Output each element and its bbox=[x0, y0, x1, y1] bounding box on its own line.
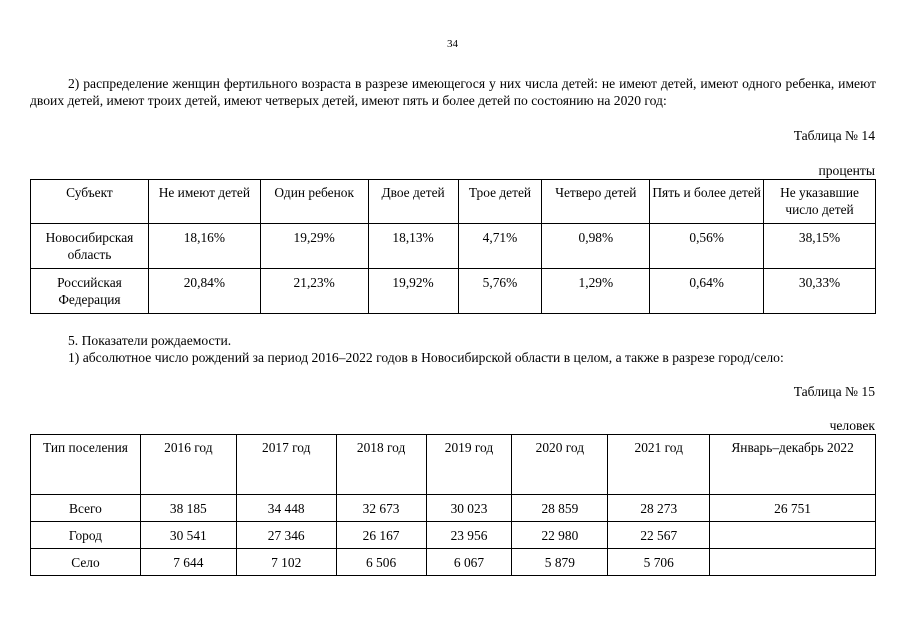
table-14-header-cell: Не имеют детей bbox=[148, 180, 260, 224]
table-cell: 30,33% bbox=[764, 269, 876, 314]
table-15-header-row bbox=[31, 435, 876, 495]
table-cell: 21,23% bbox=[260, 269, 368, 314]
table-cell: 28 859 bbox=[512, 495, 608, 522]
table-cell: 26 751 bbox=[710, 495, 876, 522]
table-cell: 5,76% bbox=[458, 269, 542, 314]
table-row bbox=[31, 224, 876, 269]
table-cell: Село bbox=[31, 549, 141, 576]
table-cell: Российская Федерация bbox=[31, 269, 149, 314]
table-cell: 30 541 bbox=[140, 522, 236, 549]
table-cell: 27 346 bbox=[236, 522, 336, 549]
table-cell: 18,13% bbox=[368, 224, 458, 269]
page-number: 34 bbox=[447, 38, 458, 50]
table-cell: 19,29% bbox=[260, 224, 368, 269]
table-15-header-cell: 2021 год bbox=[608, 435, 710, 495]
table-15-header-cell: 2018 год bbox=[336, 435, 426, 495]
table-cell: Новосибирская область bbox=[31, 224, 149, 269]
table-cell: 7 102 bbox=[236, 549, 336, 576]
table-cell: 18,16% bbox=[148, 224, 260, 269]
table-14-title: Таблица № 14 bbox=[793, 128, 875, 143]
table-15-header-cell: Тип поселения bbox=[31, 435, 141, 495]
paragraph-births-count: 1) абсолютное число рождений за период 2016–2022 годов в Новосибирской области в целом, а также в разрезе город/село: bbox=[68, 350, 784, 365]
table-row bbox=[31, 549, 876, 576]
table-row bbox=[31, 269, 876, 314]
table-cell bbox=[710, 549, 876, 576]
table-15-title: Таблица № 15 bbox=[793, 384, 875, 399]
table-cell: 26 167 bbox=[336, 522, 426, 549]
table-14-unit: проценты bbox=[818, 163, 875, 178]
table-15 bbox=[30, 434, 876, 576]
table-cell: 5 706 bbox=[608, 549, 710, 576]
table-15-header-cell: 2019 год bbox=[426, 435, 512, 495]
table-cell: 34 448 bbox=[236, 495, 336, 522]
table-cell: 0,56% bbox=[650, 224, 764, 269]
table-15-header-cell: 2017 год bbox=[236, 435, 336, 495]
table-15-header-cell: Январь–декабрь 2022 bbox=[710, 435, 876, 495]
table-15-header-cell: 2020 год bbox=[512, 435, 608, 495]
table-row bbox=[31, 522, 876, 549]
table-cell: 30 023 bbox=[426, 495, 512, 522]
table-cell: 4,71% bbox=[458, 224, 542, 269]
paragraph-fertility-distribution: 2) распределение женщин фертильного возраста в разрезе имеющегося у них числа детей: не имеют детей, имеют одного ребенка, имеют двоих детей, имеют троих детей, имеют четверых детей, имеют пять и более детей по состоянию на 2020 год: bbox=[30, 76, 876, 108]
table-15-header-cell: 2016 год bbox=[140, 435, 236, 495]
table-cell: 5 879 bbox=[512, 549, 608, 576]
table-14-header-row bbox=[31, 180, 876, 224]
table-14-header-cell: Один ребенок bbox=[260, 180, 368, 224]
table-cell: 28 273 bbox=[608, 495, 710, 522]
table-14-header-cell: Двое детей bbox=[368, 180, 458, 224]
table-cell: 22 567 bbox=[608, 522, 710, 549]
table-cell: 19,92% bbox=[368, 269, 458, 314]
table-cell: 38 185 bbox=[140, 495, 236, 522]
table-15-unit: человек bbox=[829, 418, 875, 433]
table-cell: 1,29% bbox=[542, 269, 650, 314]
table-cell: Город bbox=[31, 522, 141, 549]
table-cell: 20,84% bbox=[148, 269, 260, 314]
table-cell: 0,98% bbox=[542, 224, 650, 269]
table-row bbox=[31, 495, 876, 522]
table-14 bbox=[30, 179, 876, 314]
table-cell: 23 956 bbox=[426, 522, 512, 549]
table-cell: 22 980 bbox=[512, 522, 608, 549]
table-cell: Всего bbox=[31, 495, 141, 522]
table-cell: 6 506 bbox=[336, 549, 426, 576]
table-14-header-cell: Не указавшие число детей bbox=[764, 180, 876, 224]
table-14-header-cell: Субъект bbox=[31, 180, 149, 224]
table-cell: 7 644 bbox=[140, 549, 236, 576]
table-cell: 0,64% bbox=[650, 269, 764, 314]
section-heading-birth-rate: 5. Показатели рождаемости. bbox=[68, 333, 232, 348]
table-cell: 6 067 bbox=[426, 549, 512, 576]
table-14-header-cell: Четверо детей bbox=[542, 180, 650, 224]
table-14-header-cell: Пять и более детей bbox=[650, 180, 764, 224]
table-14-header-cell: Трое детей bbox=[458, 180, 542, 224]
table-cell bbox=[710, 522, 876, 549]
table-cell: 32 673 bbox=[336, 495, 426, 522]
table-cell: 38,15% bbox=[764, 224, 876, 269]
